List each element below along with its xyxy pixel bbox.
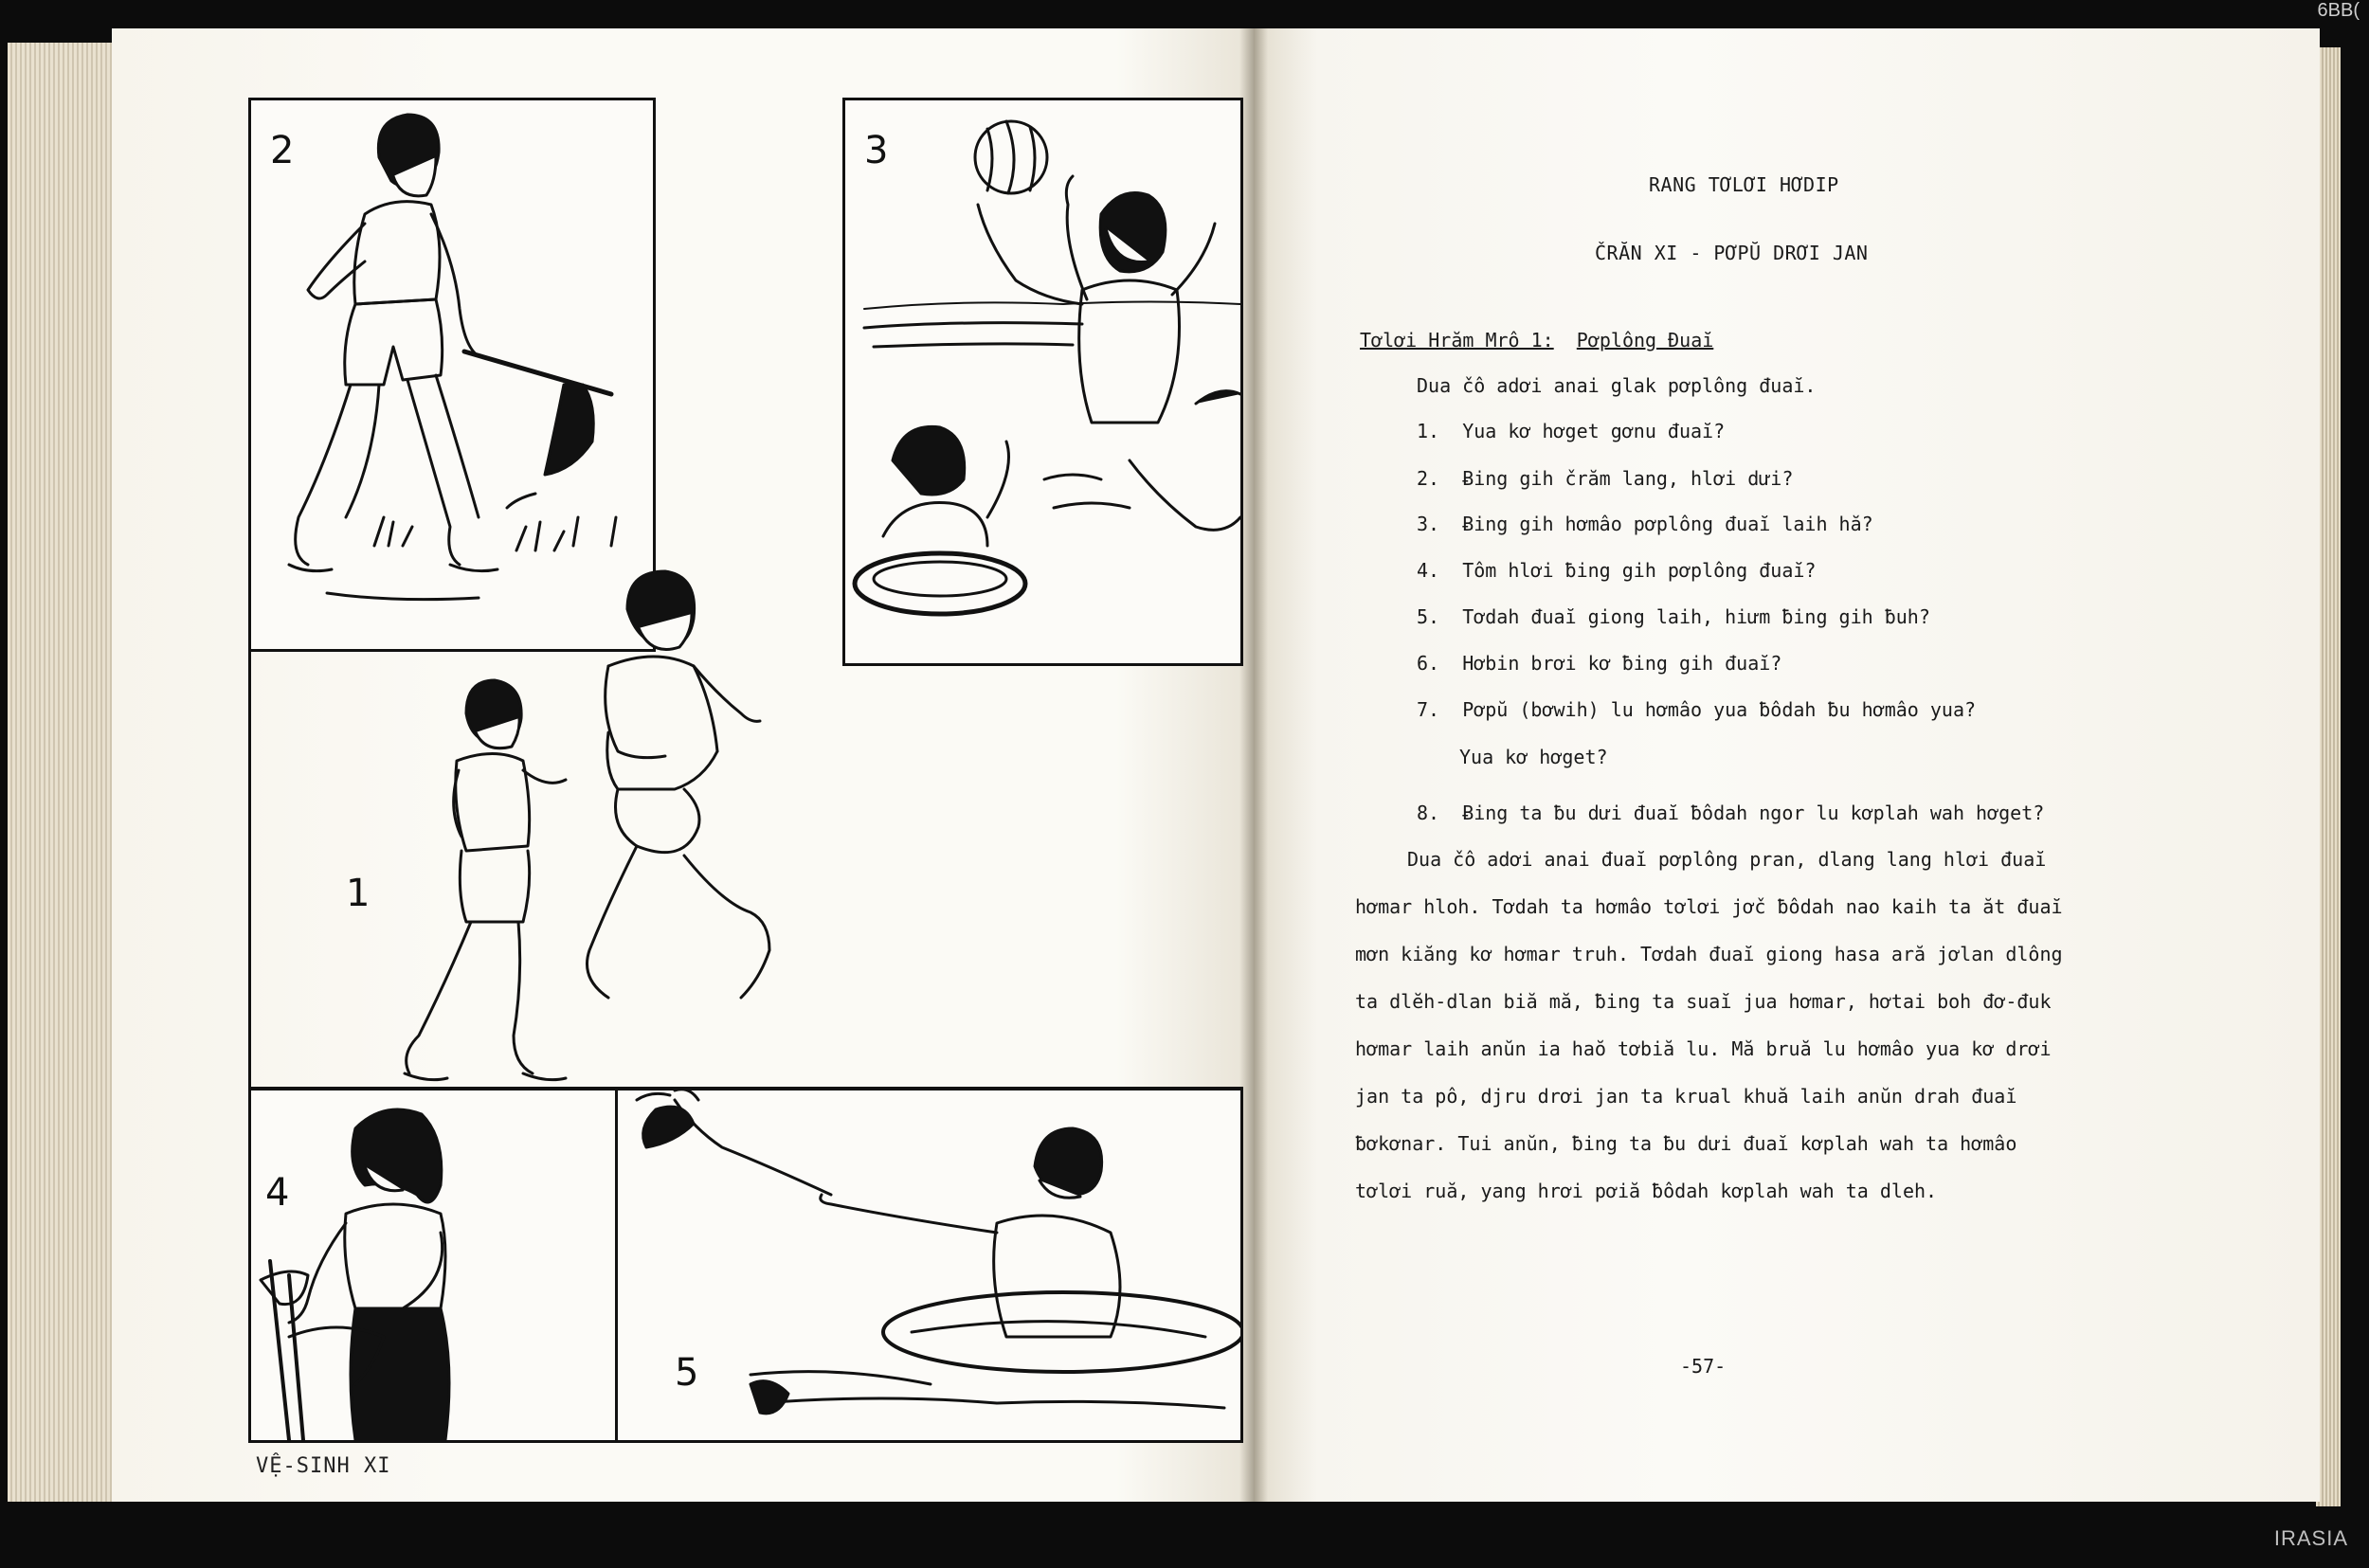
left-page-stack xyxy=(8,43,119,1502)
section-label: Tơlơi Hrăm Mrô 1: xyxy=(1360,329,1554,351)
list-item: 1. Yua kơ hơget gơnu đuaĭ? xyxy=(1417,420,1726,442)
panel-4 xyxy=(248,1088,618,1443)
paragraph-line: ƀơkơnar. Tui anŭn, ƀing ta ƀu dưi đuaĭ kơplah wah ta hơmâo xyxy=(1355,1132,2017,1155)
list-item: 5. Tơdah đuaĭ giong laih, hiưm ƀing gih ƀuh? xyxy=(1417,605,1930,628)
list-item: 4. Tôm hlơi ƀing gih pơplông đuaĭ? xyxy=(1417,559,1817,582)
chapter-title: ČRĂN XI - PƠPŬ DRƠI JAN xyxy=(1595,242,1869,264)
girl-working-illustration xyxy=(251,1090,615,1440)
panel-divider xyxy=(248,1083,1243,1094)
list-item: 6. Hơbin brơi kơ ƀing gih đuaĭ? xyxy=(1417,652,1782,675)
list-item: 7. Pơpŭ (bơwih) lu hơmâo yua ƀôdah ƀu hơmâo yua? xyxy=(1417,698,1977,721)
list-item: 3. Ƀing gih hơmâo pơplông đuaĭ laih hă? xyxy=(1417,513,1873,535)
paragraph-line: hơmar laih anŭn ia haŏ tơbiă lu. Mă bruă lu hơmâo yua kơ drơi xyxy=(1355,1037,2052,1060)
paragraph-line: ta dlĕh-dlan biă mă, ƀing ta suaĭ jua hơmar, hơtai boh đơ-đuk xyxy=(1355,990,2052,1013)
man-throwing-waste-illustration xyxy=(618,1090,1240,1440)
list-item: Yua kơ hơget? xyxy=(1459,746,1608,768)
left-page-footer: VỆ-SINH XI xyxy=(256,1454,391,1478)
paragraph-line: jan ta pô, djru drơi jan ta krual khuă laih anŭn drah đuaĭ xyxy=(1355,1085,2017,1108)
paragraph-line: tơlơi ruă, yang hrơi pơiă ƀôdah kơplah wah ta dleh. xyxy=(1355,1180,1938,1202)
panel-5 xyxy=(615,1088,1243,1443)
comic-illustration xyxy=(248,98,1243,1443)
page-title: RANG TƠLƠI HƠDIP xyxy=(1649,173,1839,196)
paragraph-line: hơmar hloh. Tơdah ta hơmâo tơlơi jơč ƀôdah nao kaih ta ăt đuaĭ xyxy=(1355,895,2063,918)
panel-number: 3 xyxy=(864,129,889,172)
paragraph-line: Dua čô adơi anai đuaĭ pơplông pran, dlang lang hlơi đuaĭ xyxy=(1407,848,2047,871)
boys-running-illustration xyxy=(390,505,921,1149)
watermark: IRASIA xyxy=(2273,1526,2348,1550)
panel-number: 1 xyxy=(346,872,371,915)
section-title: Pơplông Đuaĭ xyxy=(1576,329,1714,351)
intro-line: Dua čô adơi anai glak pơplông đuaĭ. xyxy=(1417,374,1817,397)
panel-number: 5 xyxy=(675,1351,699,1395)
paragraph-line: mơn kiăng kơ hơmar truh. Tơdah đuaĭ giong hasa ară jơlan dlông xyxy=(1355,943,2063,965)
section-heading xyxy=(1360,329,1713,351)
list-item: 8. Ƀing ta ƀu dưi đuaĭ ƀôdah ngor lu kơplah wah hơget? xyxy=(1417,802,2045,824)
page-number: -57- xyxy=(1680,1355,1727,1378)
list-item: 2. Ƀing gih črăm lang, hlơi dưi? xyxy=(1417,467,1794,490)
book-gutter xyxy=(1239,28,1268,1502)
panel-number: 2 xyxy=(270,129,295,172)
panel-number: 4 xyxy=(265,1171,290,1215)
corner-label: 6BB( xyxy=(2317,0,2360,21)
